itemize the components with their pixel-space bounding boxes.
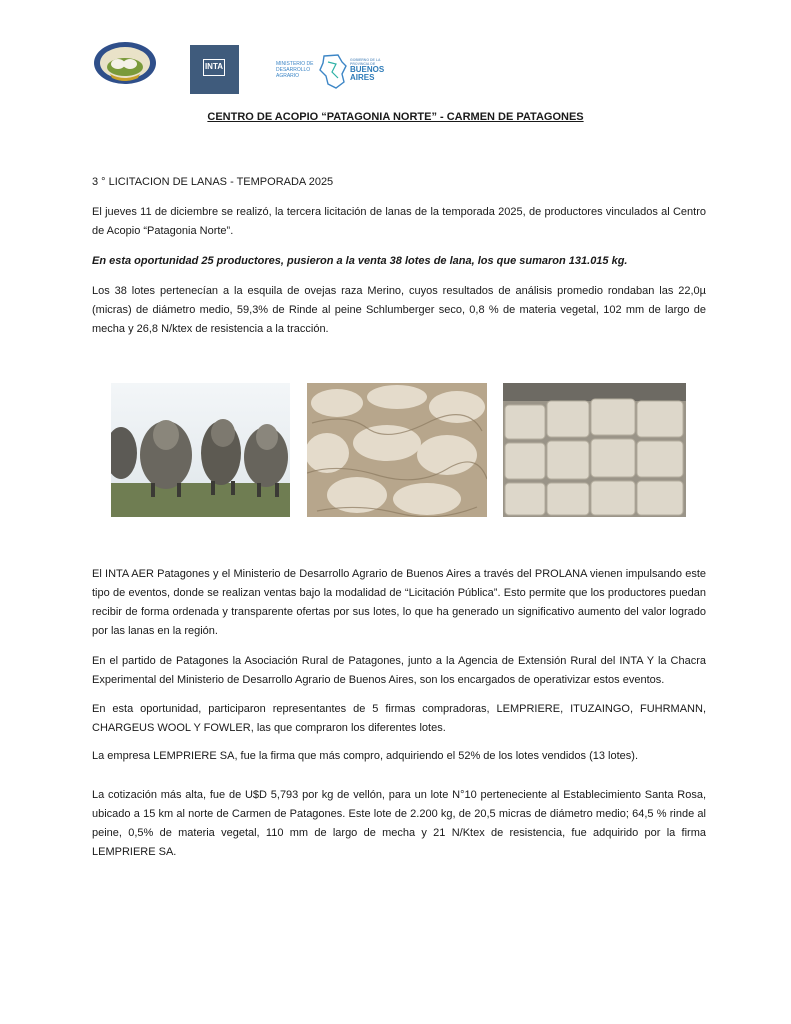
ministry-line-3: AGRARIO: [276, 73, 300, 79]
province-map-icon: [318, 54, 348, 90]
merino-sheep-photo: [111, 383, 290, 517]
wool-bales-photo: [503, 383, 686, 517]
ba-buenos: BUENOS: [350, 65, 385, 74]
paragraph-6: En esta oportunidad, participaron representantes de 5 firmas compradoras, LEMPRIERE, ITUZAINGO, FUHRMANN, CHARGEUS WOOL Y FOWLER, las que compraron los diferentes lotes.: [92, 703, 706, 734]
subtitle: 3 ° LICITACION DE LANAS - TEMPORADA 2025: [92, 176, 334, 188]
paragraph-7: La empresa LEMPRIERE SA, fue la firma que más compro, adquiriendo el 52% de los lotes vendidos (13 lotes).: [92, 750, 638, 762]
inta-logo: [190, 45, 239, 94]
rural-association-logo: [92, 40, 158, 86]
ba-aires: AIRES: [350, 73, 375, 82]
ministry-logo: [276, 54, 386, 90]
paragraph-8: La cotización más alta, fue de U$D 5,793 por kg de vellón, para un lote N°10 perteneciente al Establecimiento Santa Rosa, ubicado a 15 km al norte de Carmen de Patagones. Este lote de 2.200 kg, de 20,5 micras de diámetro medio; 64,5 % rinde al peine, 0,5% de materia vegetal, 110 mm de largo de mecha y 21 N/Ktex de resistencia, fue adquirido por la firma LEMPRIERE SA.: [92, 789, 706, 858]
wool-fleece-photo: [307, 383, 487, 517]
inta-logo-text: INTA: [203, 59, 225, 76]
document-title: CENTRO DE ACOPIO “PATAGONIA NORTE” - CARMEN DE PATAGONES: [207, 111, 584, 123]
ministry-line-2: DESARROLLO: [276, 67, 311, 73]
paragraph-3: Los 38 lotes pertenecían a la esquila de ovejas raza Merino, cuyos resultados de análisis promedio rondaban las 22,0µ (micras) de diámetro medio, 59,3% de Rinde al peine Schlumberger seco, 0,8 % de materia vegetal, 102 mm de largo de mecha y 26,8 N/ktex de resistencia a la tracción.: [92, 285, 706, 335]
paragraph-4: El INTA AER Patagones y el Ministerio de Desarrollo Agrario de Buenos Aires a través del PROLANA vienen impulsando este tipo de eventos, donde se realizan ventas bajo la modalidad de “Licitación Pública”. Esto permite que los productores puedan recibir de forma ordenada y transparente ofertas por sus lotes, lo que ha generado un significativo aumento del valor logrado por las lanas en la región.: [92, 568, 706, 637]
paragraph-2-highlight: En esta oportunidad 25 productores, pusieron a la venta 38 lotes de lana, los que sumaron 131.015 kg.: [92, 255, 628, 267]
ministry-line-1: MINISTERIO DE: [276, 61, 314, 67]
ba-small-text: GOBIERNO DE LA PROVINCIA DE: [350, 58, 381, 66]
paragraph-5: En el partido de Patagones la Asociación Rural de Patagones, junto a la Agencia de Extensión Rural del INTA Y la Chacra Experimental del Ministerio de Desarrollo Agrario de Buenos Aires, son los encargados de operativizar estos eventos.: [92, 655, 706, 686]
paragraph-1: El jueves 11 de diciembre se realizó, la tercera licitación de lanas de la temporada 2025, de productores vinculados al Centro de Acopio “Patagonia Norte”.: [92, 206, 706, 237]
